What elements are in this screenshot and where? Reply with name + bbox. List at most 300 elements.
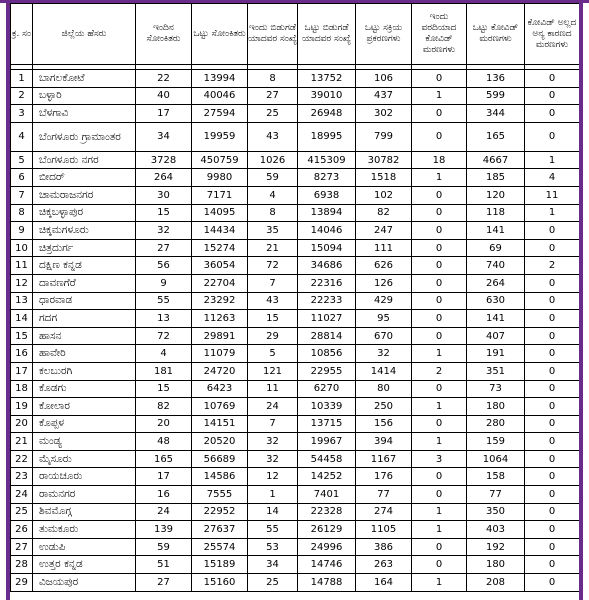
- table-cell: 14046: [298, 222, 356, 240]
- table-cell: 302: [356, 105, 412, 123]
- table-cell: 8: [248, 70, 298, 88]
- table-cell: 25574: [192, 538, 248, 556]
- table-row: [11, 310, 580, 328]
- table-cell: 1414: [356, 362, 412, 380]
- table-cell: 82: [136, 398, 192, 416]
- table-cell: 26: [11, 521, 33, 539]
- table-row: [11, 574, 580, 592]
- table-cell: 5: [248, 345, 298, 363]
- table-cell: 22233: [298, 292, 356, 310]
- district-name-cell: ಚಿಕ್ಕಬಳ್ಳಾಪುರ: [33, 204, 136, 222]
- table-cell: 59: [136, 538, 192, 556]
- table-cell: 106: [356, 70, 412, 88]
- table-cell: 11: [525, 186, 580, 204]
- table-cell: 7401: [298, 486, 356, 504]
- table-cell: 18: [11, 380, 33, 398]
- table-cell: 120: [467, 186, 525, 204]
- table-cell: 1167: [356, 450, 412, 468]
- table-cell: 0: [525, 415, 580, 433]
- table-cell: 4: [248, 186, 298, 204]
- table-cell: 165: [467, 122, 525, 151]
- column-header: ಒಟ್ಟು ಬಿಡುಗಡೆ ಯಾದವರ ಸಂಖ್ಯೆ: [298, 4, 356, 65]
- table-cell: 82: [356, 204, 412, 222]
- table-row: [11, 468, 580, 486]
- table-cell: 1: [412, 398, 467, 416]
- table-row: [11, 362, 580, 380]
- district-name-cell: ಉಡುಪಿ: [33, 538, 136, 556]
- table-cell: 55: [136, 292, 192, 310]
- table-cell: 51: [136, 556, 192, 574]
- table-cell: 0: [412, 122, 467, 151]
- district-name-cell: ದಕ್ಷಿಣ ಕನ್ನಡ: [33, 257, 136, 275]
- table-cell: 21: [11, 433, 33, 451]
- district-name-cell: ಬಾಗಲಕೋಟೆ: [33, 70, 136, 88]
- table-cell: 95: [356, 310, 412, 328]
- table-cell: 0: [525, 105, 580, 123]
- table-cell: 7: [248, 274, 298, 292]
- table-cell: 19959: [192, 122, 248, 151]
- district-name-cell: ಚಿಕ್ಕಮಗಳೂರು: [33, 222, 136, 240]
- table-cell: 0: [412, 310, 467, 328]
- table-cell: 69: [467, 239, 525, 257]
- table-cell: 1: [525, 204, 580, 222]
- table-cell: 39010: [298, 87, 356, 105]
- table-cell: 48: [136, 433, 192, 451]
- table-cell: 29: [11, 574, 33, 592]
- district-name-cell: ಕೊಪ್ಪಳ: [33, 415, 136, 433]
- district-name-cell: ರಾಮನಗರ: [33, 486, 136, 504]
- table-cell: 599: [467, 87, 525, 105]
- table-cell: 1: [248, 486, 298, 504]
- column-header: ಜಿಲ್ಲೆಯ ಹೆಸರು: [33, 4, 136, 65]
- table-row: [11, 105, 580, 123]
- table-cell: 22704: [192, 274, 248, 292]
- district-name-cell: ತುಮಕೂರು: [33, 521, 136, 539]
- district-name-cell: ಹಾವೇರಿ: [33, 345, 136, 363]
- table-cell: 25: [248, 574, 298, 592]
- table-cell: 23292: [192, 292, 248, 310]
- district-name-cell: ಧಾರವಾಡ: [33, 292, 136, 310]
- table-cell: 250: [356, 398, 412, 416]
- table-cell: 386: [356, 538, 412, 556]
- table-cell: 191: [467, 345, 525, 363]
- table-cell: 10856: [298, 345, 356, 363]
- table-cell: 1518: [356, 169, 412, 187]
- table-row: [11, 538, 580, 556]
- table-cell: 15094: [298, 239, 356, 257]
- table-cell: 0: [412, 468, 467, 486]
- table-cell: 55: [248, 521, 298, 539]
- table-cell: 164: [356, 574, 412, 592]
- table-cell: 141: [467, 222, 525, 240]
- table-cell: 344: [467, 105, 525, 123]
- table-cell: 0: [412, 292, 467, 310]
- table-cell: 27: [248, 87, 298, 105]
- table-cell: 0: [525, 292, 580, 310]
- table-cell: 0: [525, 538, 580, 556]
- table-cell: 34: [136, 122, 192, 151]
- table-cell: 1: [412, 87, 467, 105]
- table-cell: 35: [248, 222, 298, 240]
- table-cell: 14788: [298, 574, 356, 592]
- table-cell: 22: [11, 450, 33, 468]
- table-cell: 77: [356, 486, 412, 504]
- table-cell: 43: [248, 292, 298, 310]
- table-cell: 141: [467, 310, 525, 328]
- table-cell: 22955: [298, 362, 356, 380]
- table-cell: 0: [525, 450, 580, 468]
- district-name-cell: ಹಾಸನ: [33, 327, 136, 345]
- table-cell: 0: [525, 433, 580, 451]
- district-name-cell: ಬಳ್ಳಾರಿ: [33, 87, 136, 105]
- table-cell: 0: [412, 415, 467, 433]
- table-cell: 6938: [298, 186, 356, 204]
- table-cell: 0: [525, 556, 580, 574]
- table-cell: 22328: [298, 503, 356, 521]
- table-cell: 7171: [192, 186, 248, 204]
- table-row: [11, 122, 580, 151]
- table-cell: 28: [11, 556, 33, 574]
- table-cell: 0: [525, 503, 580, 521]
- table-cell: 0: [412, 105, 467, 123]
- table-cell: 32: [356, 345, 412, 363]
- table-cell: 14434: [192, 222, 248, 240]
- table-cell: 0: [412, 257, 467, 275]
- table-cell: 0: [525, 222, 580, 240]
- table-cell: 0: [525, 574, 580, 592]
- district-name-cell: ಕೊಡಗು: [33, 380, 136, 398]
- table-cell: 10339: [298, 398, 356, 416]
- table-cell: 1: [412, 521, 467, 539]
- table-cell: 7: [248, 415, 298, 433]
- table-cell: 5: [11, 151, 33, 169]
- district-name-cell: ದಾವಣಗೆರೆ: [33, 274, 136, 292]
- district-name-cell: ಚಾಮರಾಜನಗರ: [33, 186, 136, 204]
- district-name-cell: ಕೋಲಾರ: [33, 398, 136, 416]
- column-header: ಕೋವಿಡ್ ಅಲ್ಲದ ಅನ್ಯ ಕಾರಣದ ಮರಣಗಳು: [525, 4, 580, 65]
- table-cell: 11: [11, 257, 33, 275]
- table-cell: 14586: [192, 468, 248, 486]
- table-cell: 14151: [192, 415, 248, 433]
- table-cell: 32: [248, 433, 298, 451]
- table-cell: 165: [136, 450, 192, 468]
- table-cell: 403: [467, 521, 525, 539]
- table-cell: 0: [412, 222, 467, 240]
- table-cell: 29891: [192, 327, 248, 345]
- table-cell: 17: [136, 468, 192, 486]
- header-row: [11, 4, 580, 65]
- district-name-cell: ಶಿವಮೊಗ್ಗ: [33, 503, 136, 521]
- table-row: [11, 257, 580, 275]
- table-cell: 24: [136, 503, 192, 521]
- table-cell: 0: [525, 327, 580, 345]
- table-cell: 15: [248, 310, 298, 328]
- table-cell: 53: [248, 538, 298, 556]
- table-cell: 27: [136, 574, 192, 592]
- table-cell: 9: [11, 222, 33, 240]
- table-cell: 185: [467, 169, 525, 187]
- table-cell: 43: [248, 122, 298, 151]
- table-cell: 12: [248, 468, 298, 486]
- table-cell: 27594: [192, 105, 248, 123]
- table-cell: 7: [11, 186, 33, 204]
- table-cell: 0: [525, 380, 580, 398]
- district-name-cell: ಉತ್ತರ ಕನ್ನಡ: [33, 556, 136, 574]
- table-row: [11, 486, 580, 504]
- table-cell: 3: [11, 105, 33, 123]
- table-frame: [6, 3, 583, 600]
- table-cell: 13994: [192, 70, 248, 88]
- table-cell: 14746: [298, 556, 356, 574]
- table-cell: 26129: [298, 521, 356, 539]
- table-cell: 24: [11, 486, 33, 504]
- table-cell: 25: [248, 105, 298, 123]
- column-header: ಇಂದು ಬಿಡುಗಡೆ ಯಾದವರ ಸಂಖ್ಯೆ: [248, 4, 298, 65]
- table-cell: 24720: [192, 362, 248, 380]
- table-cell: 158: [467, 468, 525, 486]
- table-cell: 14095: [192, 204, 248, 222]
- table-row: [11, 450, 580, 468]
- district-name-cell: ಮೈಸೂರು: [33, 450, 136, 468]
- table-cell: 19967: [298, 433, 356, 451]
- table-cell: 180: [467, 398, 525, 416]
- table-cell: 799: [356, 122, 412, 151]
- column-header: ಇಂದು ವರದಿಯಾದ ಕೋವಿಡ್ ಮರಣಗಳು: [412, 4, 467, 65]
- table-cell: 27637: [192, 521, 248, 539]
- table-cell: 15: [136, 204, 192, 222]
- table-cell: 263: [356, 556, 412, 574]
- table-cell: 22952: [192, 503, 248, 521]
- table-cell: 34686: [298, 257, 356, 275]
- table-cell: 40: [136, 87, 192, 105]
- table-cell: 11027: [298, 310, 356, 328]
- table-cell: 121: [248, 362, 298, 380]
- column-header: ಇಂದಿನ ಸೋಂಕಿತರು: [136, 4, 192, 65]
- table-cell: 394: [356, 433, 412, 451]
- table-cell: 7555: [192, 486, 248, 504]
- table-cell: 36054: [192, 257, 248, 275]
- table-cell: 22: [136, 70, 192, 88]
- table-cell: 429: [356, 292, 412, 310]
- table-cell: 0: [412, 380, 467, 398]
- table-cell: 80: [356, 380, 412, 398]
- table-cell: 1: [412, 169, 467, 187]
- table-cell: 156: [356, 415, 412, 433]
- table-cell: 26948: [298, 105, 356, 123]
- table-row: [11, 151, 580, 169]
- district-name-cell: ಕಲಬುರಗಿ: [33, 362, 136, 380]
- table-cell: 11263: [192, 310, 248, 328]
- table-cell: 72: [248, 257, 298, 275]
- table-row: [11, 70, 580, 88]
- district-name-cell: ರಾಯಚೂರು: [33, 468, 136, 486]
- table-cell: 12: [11, 274, 33, 292]
- table-cell: 1: [412, 345, 467, 363]
- table-row: [11, 87, 580, 105]
- table-cell: 0: [525, 468, 580, 486]
- table-cell: 0: [412, 486, 467, 504]
- table-cell: 34: [248, 556, 298, 574]
- table-cell: 15160: [192, 574, 248, 592]
- table-cell: 21: [248, 239, 298, 257]
- table-cell: 1026: [248, 151, 298, 169]
- table-cell: 1064: [467, 450, 525, 468]
- table-cell: 415309: [298, 151, 356, 169]
- table-cell: 351: [467, 362, 525, 380]
- table-row: [11, 327, 580, 345]
- table-cell: 0: [412, 70, 467, 88]
- table-row: [11, 292, 580, 310]
- table-cell: 0: [525, 274, 580, 292]
- table-cell: 24996: [298, 538, 356, 556]
- table-cell: 3728: [136, 151, 192, 169]
- table-cell: 102: [356, 186, 412, 204]
- table-row: [11, 186, 580, 204]
- table-row: [11, 380, 580, 398]
- table-cell: 30: [136, 186, 192, 204]
- table-cell: 11079: [192, 345, 248, 363]
- table-cell: 264: [467, 274, 525, 292]
- table-cell: 6: [11, 169, 33, 187]
- table-row: [11, 398, 580, 416]
- table-cell: 1: [525, 151, 580, 169]
- table-cell: 740: [467, 257, 525, 275]
- table-cell: 8: [11, 204, 33, 222]
- table-cell: 6270: [298, 380, 356, 398]
- table-cell: 13: [136, 310, 192, 328]
- table-cell: 208: [467, 574, 525, 592]
- table-cell: 13752: [298, 70, 356, 88]
- table-cell: 24: [248, 398, 298, 416]
- table-cell: 181: [136, 362, 192, 380]
- table-cell: 159: [467, 433, 525, 451]
- table-row: [11, 274, 580, 292]
- table-cell: 0: [525, 122, 580, 151]
- table-cell: 56: [136, 257, 192, 275]
- table-cell: 8: [248, 204, 298, 222]
- table-cell: 14: [11, 310, 33, 328]
- table-cell: 20520: [192, 433, 248, 451]
- table-cell: 630: [467, 292, 525, 310]
- district-name-cell: ವಿಜಯಪುರ: [33, 574, 136, 592]
- table-row: [11, 204, 580, 222]
- table-cell: 280: [467, 415, 525, 433]
- table-cell: 18995: [298, 122, 356, 151]
- table-cell: 59: [248, 169, 298, 187]
- table-cell: 4667: [467, 151, 525, 169]
- table-cell: 10: [11, 239, 33, 257]
- table-cell: 450759: [192, 151, 248, 169]
- table-cell: 3: [412, 450, 467, 468]
- table-cell: 0: [525, 87, 580, 105]
- table-cell: 17: [11, 362, 33, 380]
- table-cell: 0: [412, 186, 467, 204]
- table-cell: 0: [412, 538, 467, 556]
- table-cell: 0: [525, 521, 580, 539]
- table-cell: 192: [467, 538, 525, 556]
- table-cell: 126: [356, 274, 412, 292]
- table-cell: 6423: [192, 380, 248, 398]
- table-cell: 13715: [298, 415, 356, 433]
- table-body: [11, 65, 580, 592]
- table-row: [11, 169, 580, 187]
- table-cell: 407: [467, 327, 525, 345]
- district-name-cell: ಬೆಳಗಾವಿ: [33, 105, 136, 123]
- table-cell: 1: [412, 433, 467, 451]
- table-cell: 20: [11, 415, 33, 433]
- table-cell: 139: [136, 521, 192, 539]
- table-cell: 2: [525, 257, 580, 275]
- table-cell: 22316: [298, 274, 356, 292]
- table-cell: 118: [467, 204, 525, 222]
- table-row: [11, 415, 580, 433]
- district-name-cell: ಬೆಂಗಳೂರು ಗ್ರಾಮಾಂತರ: [33, 122, 136, 151]
- table-cell: 247: [356, 222, 412, 240]
- table-cell: 180: [467, 556, 525, 574]
- table-cell: 0: [412, 239, 467, 257]
- table-cell: 32: [248, 450, 298, 468]
- table-cell: 0: [412, 556, 467, 574]
- table-row: [11, 345, 580, 363]
- table-row: [11, 433, 580, 451]
- district-name-cell: ಗದಗ: [33, 310, 136, 328]
- table-cell: 4: [525, 169, 580, 187]
- table-cell: 0: [525, 239, 580, 257]
- table-row: [11, 503, 580, 521]
- table-row: [11, 521, 580, 539]
- table-cell: 670: [356, 327, 412, 345]
- table-cell: 25: [11, 503, 33, 521]
- table-cell: 4: [11, 122, 33, 151]
- table-cell: 17: [136, 105, 192, 123]
- table-cell: 264: [136, 169, 192, 187]
- table-cell: 40046: [192, 87, 248, 105]
- table-cell: 15: [136, 380, 192, 398]
- table-cell: 54458: [298, 450, 356, 468]
- table-cell: 0: [525, 486, 580, 504]
- table-cell: 73: [467, 380, 525, 398]
- table-cell: 0: [525, 70, 580, 88]
- table-cell: 15189: [192, 556, 248, 574]
- table-cell: 0: [525, 310, 580, 328]
- table-cell: 16: [11, 345, 33, 363]
- table-cell: 32: [136, 222, 192, 240]
- table-cell: 27: [136, 239, 192, 257]
- table-cell: 9980: [192, 169, 248, 187]
- table-cell: 437: [356, 87, 412, 105]
- table-cell: 2: [412, 362, 467, 380]
- table-cell: 0: [412, 204, 467, 222]
- table-cell: 56689: [192, 450, 248, 468]
- table-cell: 15: [11, 327, 33, 345]
- table-cell: 72: [136, 327, 192, 345]
- table-cell: 274: [356, 503, 412, 521]
- table-cell: 28814: [298, 327, 356, 345]
- table-cell: 0: [525, 362, 580, 380]
- table-row: [11, 239, 580, 257]
- table-cell: 13: [11, 292, 33, 310]
- table-cell: 15274: [192, 239, 248, 257]
- table-cell: 14: [248, 503, 298, 521]
- district-name-cell: ಮಂಡ್ಯ: [33, 433, 136, 451]
- table-cell: 13894: [298, 204, 356, 222]
- district-name-cell: ಬೀದರ್: [33, 169, 136, 187]
- table-cell: 18: [412, 151, 467, 169]
- table-cell: 1: [11, 70, 33, 88]
- table-header: [11, 4, 580, 65]
- table-cell: 626: [356, 257, 412, 275]
- column-header: ಒಟ್ಟು ಕೋವಿಡ್ ಮರಣಗಳು: [467, 4, 525, 65]
